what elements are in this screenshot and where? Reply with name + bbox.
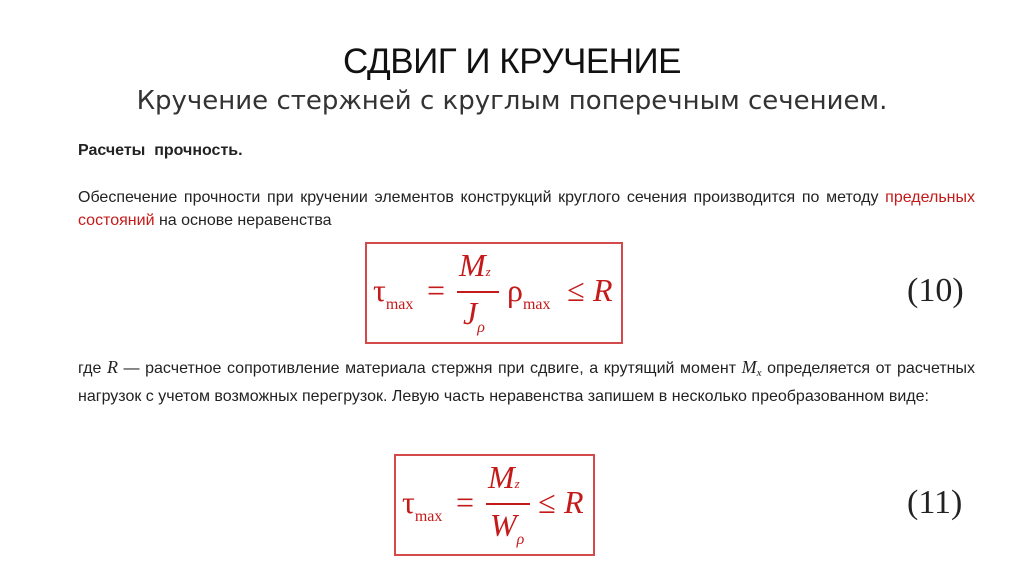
formula-10-numerator [459, 249, 491, 281]
formula-10-rhs: R [593, 272, 613, 308]
formula-11-leq: ≤ [538, 484, 556, 520]
explanation-paragraph [78, 356, 975, 408]
formula-11-denominator [490, 509, 524, 548]
formula-10-lhs [373, 274, 413, 313]
formula-10-fraction-bar [457, 291, 499, 293]
resistance-symbol: R [106, 357, 118, 377]
explanation-text-3: определяется от расчетных нагрузок с учетом возможных перегрузок. Левую часть неравенства запишем в несколько преобразованном виде: [78, 360, 976, 405]
explanation-text-2: — расчетное сопротивление материала стержня при сдвиге, а крутящий момент [117, 360, 742, 377]
intro-text-start: Обеспечение прочности при кручении элементов конструкций круглого сечения производится по методу [78, 189, 886, 206]
polar-moment-subscript: ρ [477, 319, 485, 336]
moment-symbol [742, 357, 762, 377]
torque-symbol: M [488, 459, 515, 495]
section-modulus-subscript: ρ [516, 531, 525, 548]
section-modulus-symbol: W [490, 507, 517, 543]
formula-11-rhs: R [564, 484, 584, 520]
formula-10-denominator [463, 297, 485, 336]
limit-states-term: предельных состояний [78, 189, 975, 229]
intro-paragraph [78, 186, 975, 232]
explanation-text-1: где [78, 360, 107, 377]
equation-number-11: (11) [907, 484, 963, 521]
torque-symbol: M [459, 247, 486, 283]
formula-10-rho [507, 274, 551, 313]
formula-11-lhs [402, 486, 442, 525]
polar-moment-symbol: J [463, 295, 478, 331]
rho-symbol: ρ [507, 272, 523, 308]
tau-subscript: max [385, 296, 414, 313]
formula-11-numerator [488, 461, 520, 493]
formula-11-box [394, 454, 595, 556]
formula-10-box [365, 242, 623, 344]
formula-10-equals: = [427, 272, 446, 308]
tau-subscript: max [414, 508, 443, 525]
formula-10-leq: ≤ [567, 272, 585, 308]
moment-subscript: x [756, 367, 762, 379]
torque-subscript: z [485, 264, 491, 279]
intro-text-end: на основе неравенства [154, 212, 332, 229]
slide-subtitle: Кручение стержней с круглым поперечным сечением. [136, 86, 888, 116]
formula-11-equals: = [456, 484, 475, 520]
section-heading: Расчеты прочность. [78, 142, 243, 159]
tau-symbol: τ [373, 272, 386, 308]
slide-title: СДВИГ И КРУЧЕНИЕ [343, 42, 681, 81]
equation-number-10: (10) [907, 272, 964, 309]
rho-subscript: max [522, 296, 551, 313]
tau-symbol: τ [402, 484, 415, 520]
torque-subscript: z [514, 476, 520, 491]
moment-letter: M [741, 357, 757, 377]
formula-11-fraction-bar [486, 503, 530, 505]
